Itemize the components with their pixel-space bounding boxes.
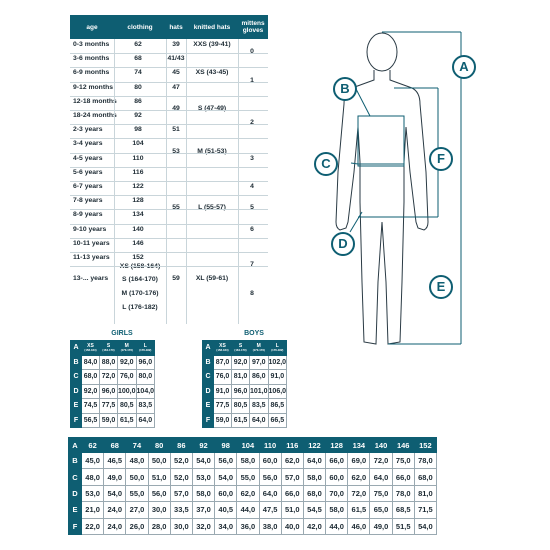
size-header-range: (170-176) — [252, 347, 265, 352]
measurement-cell: 58,0 — [192, 485, 214, 501]
measurement-cell: 56,0 — [259, 469, 281, 485]
clothing-extra-cell: L (176-182) — [122, 304, 158, 312]
measurement-cell: 68,0 — [82, 370, 100, 385]
measurement-cell: 66,0 — [392, 469, 414, 485]
measurement-cell: 40,5 — [215, 502, 237, 518]
knitted-hats-cell: XXS (39-41) — [193, 41, 231, 48]
measurement-cell: 80,5 — [232, 399, 250, 414]
measurement-cell: 55,0 — [237, 469, 259, 485]
measurement-cell: 60,0 — [215, 485, 237, 501]
mittens-cell: 6 — [250, 225, 254, 233]
measurement-cell: 54,0 — [414, 518, 436, 534]
measurement-cell: 86,0 — [250, 370, 269, 385]
measurement-cell: 100,0 — [118, 384, 137, 399]
measurement-cell: 59,0 — [100, 413, 118, 428]
hats-cell: 53 — [172, 147, 180, 155]
knitted-hats-cell: M (51-53) — [197, 147, 227, 155]
measurement-cell: 76,0 — [118, 370, 137, 385]
measurement-cell: 58,0 — [326, 502, 348, 518]
column-divider — [166, 39, 167, 324]
measurement-cell: 22,0 — [82, 518, 104, 534]
measurement-cell: 58,0 — [303, 469, 325, 485]
measurement-cell: 50,0 — [126, 469, 148, 485]
boys-title: BOYS — [244, 330, 264, 337]
measurement-cell: 84,0 — [82, 355, 100, 370]
age-cell: 4-5 years — [73, 154, 103, 162]
measurement-cell: 76,0 — [214, 370, 232, 385]
measurement-cell: 72,0 — [100, 370, 118, 385]
measurement-cell: 91,0 — [268, 370, 287, 385]
measurement-cell: 40,0 — [281, 518, 303, 534]
hats-cell: 45 — [172, 69, 180, 77]
measurement-cell: 75,0 — [392, 453, 414, 469]
row-label: F — [203, 413, 214, 428]
measurement-cell: 33,5 — [170, 502, 192, 518]
clothing-cell: 116 — [132, 168, 144, 176]
measurement-cell: 81,0 — [414, 485, 436, 501]
size-header-label: S — [238, 342, 243, 349]
measurement-cell: 80,5 — [118, 399, 137, 414]
table-row — [71, 370, 155, 385]
size-header: 98 — [215, 438, 237, 453]
size-header: 140 — [370, 438, 392, 453]
size-table-header — [70, 15, 268, 39]
column-divider — [114, 39, 115, 324]
measurement-cell: 32,0 — [192, 518, 214, 534]
measurement-cell: 61,5 — [118, 413, 137, 428]
age-cell: 0-3 months — [73, 41, 110, 48]
age-cell: 10-11 years — [73, 239, 110, 247]
clothing-cell: 152 — [132, 254, 144, 261]
clothing-cell: 92 — [134, 112, 142, 119]
measurement-cell: 46,5 — [104, 453, 126, 469]
measurement-cell: 72,0 — [348, 485, 370, 501]
clothing-cell: 146 — [132, 239, 144, 247]
measurement-cell: 56,0 — [148, 485, 170, 501]
measurement-cell: 69,0 — [348, 453, 370, 469]
hats-cell: 59 — [172, 275, 180, 283]
measurement-cell: 37,0 — [192, 502, 214, 518]
measurement-cell: 52,0 — [170, 469, 192, 485]
mittens-cell: 8 — [250, 289, 254, 297]
age-cell: 2-3 years — [73, 126, 103, 134]
size-header: 152 — [414, 438, 436, 453]
row-label: C — [69, 469, 82, 485]
size-header — [118, 341, 137, 356]
measurement-cell: 57,0 — [170, 485, 192, 501]
size-header: 86 — [170, 438, 192, 453]
measurement-cell: 47,5 — [259, 502, 281, 518]
measurement-cell: 36,0 — [237, 518, 259, 534]
measurement-cell: 96,0 — [232, 384, 250, 399]
measurement-cell: 56,5 — [82, 413, 100, 428]
measurement-cell: 74,5 — [82, 399, 100, 414]
header-clothing: clothing — [127, 23, 153, 31]
row-label: E — [203, 399, 214, 414]
size-header — [100, 341, 118, 356]
knitted-hats-cell: L (55-57) — [198, 204, 226, 212]
age-cell: 3-6 months — [73, 55, 110, 63]
clothing-cell: 74 — [134, 69, 142, 77]
clothing-extra-cell: S (164-170) — [122, 276, 158, 284]
table-row — [69, 453, 437, 469]
age-cell: 3-4 years — [73, 140, 103, 148]
measurement-cell: 75,0 — [370, 485, 392, 501]
size-header — [214, 341, 232, 356]
measurement-cell: 60,0 — [259, 453, 281, 469]
table-header-row — [69, 438, 437, 453]
age-cell: 8-9 years — [73, 211, 103, 219]
age-cell: 6-7 years — [73, 183, 103, 190]
size-header: 146 — [392, 438, 414, 453]
label-f-bubble: F — [429, 147, 453, 171]
size-header-label: L — [275, 342, 279, 349]
knitted-hats-cell: XS (43-45) — [195, 69, 229, 77]
measurement-cell: 45,0 — [82, 453, 104, 469]
table-row — [203, 413, 287, 428]
measurement-cell: 21,0 — [82, 502, 104, 518]
measurement-cell: 92,0 — [82, 384, 100, 399]
age-cell: 13-... years — [73, 275, 109, 283]
row-label: B — [71, 355, 82, 370]
size-header-label: XS — [87, 342, 94, 349]
measurement-cell: 87,0 — [214, 355, 232, 370]
measurement-cell: 60,0 — [326, 469, 348, 485]
table-row — [69, 469, 437, 485]
size-header-label: M — [124, 342, 129, 349]
age-cell: 12-18 months — [73, 97, 117, 105]
mittens-cell: 1 — [250, 76, 254, 84]
size-header: 116 — [281, 438, 303, 453]
size-header — [232, 341, 250, 356]
measurement-cell: 30,0 — [148, 502, 170, 518]
row-label: F — [69, 518, 82, 534]
measurement-cell: 34,0 — [215, 518, 237, 534]
row-label: A — [203, 341, 214, 356]
table-row — [71, 399, 155, 414]
measurement-cell: 66,0 — [326, 453, 348, 469]
size-header — [136, 341, 155, 356]
size-header: 92 — [192, 438, 214, 453]
clothing-cell: 128 — [132, 197, 144, 205]
measurement-cell: 64,0 — [303, 453, 325, 469]
size-header: 128 — [326, 438, 348, 453]
measurement-cell: 57,0 — [281, 469, 303, 485]
label-c-bubble: C — [314, 152, 338, 176]
row-label: C — [203, 370, 214, 385]
children-measurement-table — [68, 437, 437, 535]
measurement-cell: 56,0 — [215, 453, 237, 469]
size-table — [70, 15, 268, 339]
clothing-extra-cell: XS (158-164) — [119, 263, 161, 271]
hats-cell: 39 — [172, 41, 180, 48]
size-header — [268, 341, 287, 356]
age-cell: 11-13 years — [73, 254, 110, 261]
size-header-range: (170-176) — [120, 347, 133, 352]
header-hats: hats — [169, 23, 183, 31]
measurement-cell: 97,0 — [250, 355, 269, 370]
measurement-cell: 51,5 — [392, 518, 414, 534]
clothing-cell: 110 — [132, 154, 144, 162]
measurement-cell: 54,0 — [215, 469, 237, 485]
measurement-cell: 106,0 — [268, 384, 287, 399]
size-header-range: (158-164) — [216, 347, 229, 352]
measurement-cell: 59,0 — [214, 413, 232, 428]
measurement-cell: 54,0 — [192, 453, 214, 469]
measurement-cell: 81,0 — [232, 370, 250, 385]
clothing-cell: 62 — [134, 41, 142, 48]
size-header: 134 — [348, 438, 370, 453]
measurement-cell: 54,5 — [303, 502, 325, 518]
boys-size-table — [202, 340, 287, 428]
clothing-cell: 86 — [134, 97, 142, 105]
measurement-cell: 92,0 — [232, 355, 250, 370]
size-header-label: S — [106, 342, 111, 349]
row-label: A — [69, 438, 82, 453]
size-header: 80 — [148, 438, 170, 453]
table-row — [71, 413, 155, 428]
row-label: D — [203, 384, 214, 399]
measurement-cell: 65,0 — [370, 502, 392, 518]
table-row — [71, 341, 155, 356]
measurement-cell: 30,0 — [170, 518, 192, 534]
age-cell: 6-9 months — [73, 69, 110, 77]
row-label: A — [71, 341, 82, 356]
age-cell: 18-24 months — [73, 112, 117, 119]
clothing-cell: 122 — [132, 183, 144, 190]
size-header-range: (164-170) — [102, 347, 115, 352]
measurement-cell: 49,0 — [370, 518, 392, 534]
measurement-cell: 64,0 — [250, 413, 269, 428]
table-row — [203, 384, 287, 399]
measurement-cell: 28,0 — [148, 518, 170, 534]
table-row — [203, 370, 287, 385]
measurement-cell: 42,0 — [303, 518, 325, 534]
hats-cell: 51 — [172, 126, 180, 134]
size-header: 74 — [126, 438, 148, 453]
table-row — [69, 485, 437, 501]
table-row — [71, 384, 155, 399]
measurement-cell: 68,0 — [414, 469, 436, 485]
clothing-cell: 68 — [134, 55, 142, 63]
measurement-cell: 24,0 — [104, 502, 126, 518]
measurement-cell: 61,5 — [348, 502, 370, 518]
row-label: B — [203, 355, 214, 370]
age-cell: 5-6 years — [73, 168, 103, 176]
hats-cell: 55 — [172, 204, 180, 212]
measurement-cell: 38,0 — [259, 518, 281, 534]
knitted-hats-cell: S (47-49) — [197, 104, 227, 112]
row-label: B — [69, 453, 82, 469]
measurement-cell: 71,5 — [414, 502, 436, 518]
measurement-cell: 64,0 — [136, 413, 155, 428]
table-row — [69, 518, 437, 534]
measurement-cell: 88,0 — [100, 355, 118, 370]
label-d-bubble: D — [331, 232, 355, 256]
size-header-label: M — [256, 342, 261, 349]
measurement-cell: 96,0 — [100, 384, 118, 399]
clothing-cell: 134 — [132, 211, 144, 219]
hats-cell: 49 — [172, 104, 180, 112]
measurement-cell: 26,0 — [126, 518, 148, 534]
header-age: age — [86, 23, 98, 31]
measurement-cell: 77,5 — [100, 399, 118, 414]
measurement-cell: 53,0 — [192, 469, 214, 485]
table-row — [69, 502, 437, 518]
measurement-cell: 101,0 — [250, 384, 269, 399]
girls-title: GIRLS — [111, 330, 133, 337]
column-divider — [186, 39, 187, 324]
body-measurement-figure — [320, 22, 490, 362]
measurement-cell: 53,0 — [82, 485, 104, 501]
measurement-cell: 83,5 — [250, 399, 269, 414]
measurement-cell: 80,0 — [136, 370, 155, 385]
measurement-cell: 48,0 — [82, 469, 104, 485]
girls-size-table — [70, 340, 155, 428]
measurement-cell: 44,0 — [326, 518, 348, 534]
measurement-cell: 51,0 — [148, 469, 170, 485]
clothing-cell: 98 — [134, 126, 142, 134]
size-header — [82, 341, 100, 356]
age-cell: 9-12 months — [73, 83, 114, 91]
size-header-label: XS — [219, 342, 226, 349]
measurement-cell: 68,0 — [303, 485, 325, 501]
measurement-cell: 52,0 — [170, 453, 192, 469]
hats-cell: 47 — [172, 83, 180, 91]
measurement-cell: 62,0 — [281, 453, 303, 469]
row-label: F — [71, 413, 82, 428]
hats-cell: 41/43 — [167, 55, 185, 63]
table-row — [203, 355, 287, 370]
measurement-cell: 58,0 — [237, 453, 259, 469]
clothing-cell: 80 — [134, 83, 142, 91]
measurement-cell: 62,0 — [348, 469, 370, 485]
mittens-cell: 4 — [250, 183, 254, 190]
column-divider — [238, 39, 239, 324]
size-header-label: L — [143, 342, 147, 349]
size-header — [250, 341, 269, 356]
measurement-cell: 62,0 — [237, 485, 259, 501]
measurement-cell: 66,0 — [281, 485, 303, 501]
measurement-cell: 48,0 — [126, 453, 148, 469]
mittens-cell: 3 — [250, 154, 254, 162]
measurement-cell: 55,0 — [126, 485, 148, 501]
row-label: E — [71, 399, 82, 414]
mittens-cell: 5 — [250, 204, 254, 212]
knitted-hats-cell: XL (59-61) — [195, 275, 229, 283]
measurement-cell: 70,0 — [326, 485, 348, 501]
size-header: 104 — [237, 438, 259, 453]
measurement-cell: 24,0 — [104, 518, 126, 534]
size-header: 122 — [303, 438, 325, 453]
measurement-cell: 78,0 — [392, 485, 414, 501]
row-label: D — [71, 384, 82, 399]
size-header: 62 — [82, 438, 104, 453]
size-header: 110 — [259, 438, 281, 453]
table-row — [71, 355, 155, 370]
measurement-cell: 102,0 — [268, 355, 287, 370]
measurement-cell: 54,0 — [104, 485, 126, 501]
row-label: D — [69, 485, 82, 501]
header-mittens-gloves: mittens gloves — [241, 20, 265, 34]
size-header-range: (176-182) — [139, 347, 152, 352]
measurement-cell: 49,0 — [104, 469, 126, 485]
clothing-extra-cell: M (170-176) — [121, 290, 159, 298]
mittens-cell: 2 — [250, 119, 254, 127]
measurement-cell: 83,5 — [136, 399, 155, 414]
size-header-range: (164-170) — [234, 347, 247, 352]
row-label: C — [71, 370, 82, 385]
measurement-cell: 77,5 — [214, 399, 232, 414]
measurement-cell: 27,0 — [126, 502, 148, 518]
header-knitted-hats: knitted hats — [193, 23, 231, 31]
measurement-cell: 44,0 — [237, 502, 259, 518]
measurement-cell: 91,0 — [214, 384, 232, 399]
label-b-bubble: B — [333, 77, 357, 101]
table-row — [203, 341, 287, 356]
size-header-range: (176-182) — [271, 347, 284, 352]
measurement-cell: 46,0 — [348, 518, 370, 534]
mittens-cell: 0 — [250, 48, 254, 56]
measurement-cell: 50,0 — [148, 453, 170, 469]
measurement-cell: 92,0 — [118, 355, 137, 370]
measurement-cell: 96,0 — [136, 355, 155, 370]
label-e-bubble: E — [429, 275, 453, 299]
clothing-cell: 140 — [132, 225, 144, 233]
measurement-cell: 64,0 — [370, 469, 392, 485]
measurement-cell: 68,5 — [392, 502, 414, 518]
measurement-cell: 64,0 — [259, 485, 281, 501]
size-header: 68 — [104, 438, 126, 453]
size-table-body — [70, 39, 268, 339]
measurement-cell: 51,0 — [281, 502, 303, 518]
measurement-cell: 72,0 — [370, 453, 392, 469]
measurement-cell: 66,5 — [268, 413, 287, 428]
label-a-bubble: A — [452, 55, 476, 79]
age-cell: 7-8 years — [73, 197, 103, 205]
age-cell: 9-10 years — [73, 225, 107, 233]
measurement-cell: 86,5 — [268, 399, 287, 414]
measurement-cell: 104,0 — [136, 384, 155, 399]
table-row — [203, 399, 287, 414]
clothing-cell: 104 — [132, 140, 144, 148]
row-label: E — [69, 502, 82, 518]
measurement-cell: 61,5 — [232, 413, 250, 428]
measurement-cell: 78,0 — [414, 453, 436, 469]
mittens-cell: 7 — [250, 261, 254, 269]
size-header-range: (158-164) — [84, 347, 97, 352]
